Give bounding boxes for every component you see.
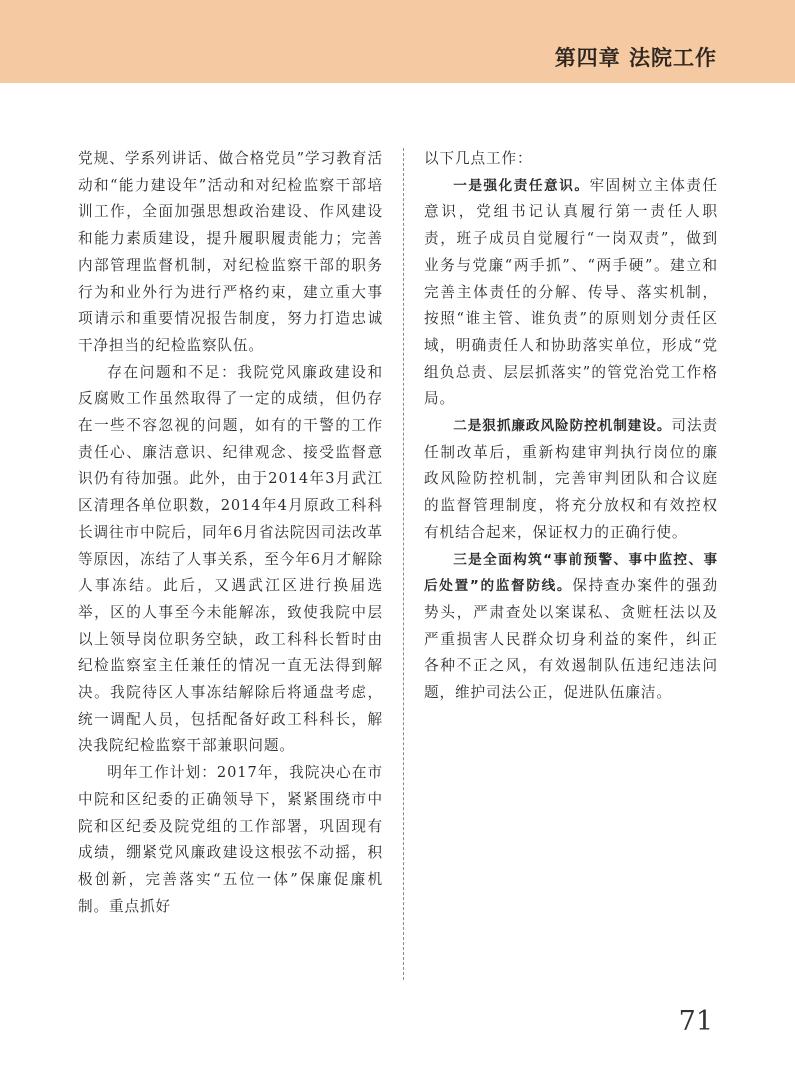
left-paragraph-3: 明年工作计划：2017年，我院决心在市中院和区纪委的正确领导下，紧紧围绕市中院和区纪委及院党组的工作部署，巩固现有成绩，绷紧党风廉政建设这根弦不动摇，积极创新，完善落实“五位一体”保廉促廉机制。重点抓好 (78, 764, 383, 915)
point-3-heading: 三是全面构筑“事前预警、事中监控、事后处置”的监督防线。 (424, 551, 718, 595)
left-paragraph-2: 存在问题和不足：我院党风廉政建设和反腐败工作虽然取得了一定的成绩，但仍存在一些不容忽视的问题，如有的干警的工作责任心、廉洁意识、纪律观念、接受监督意识仍有待加强。此外，由于2014年3月武江区清理各单位职数，2014年4月原政工科科长调往市中院后，同年6月省法院因司法改革等原因，冻结了人事关系，至今年6月才解除人事冻结。此后，又遇武江区进行换届选举，区的人事至今未能解冻，致使我院中层以上领导岗位职务空缺，政工科科长暂时由纪检监察室主任兼任的情况一直无法得到解决。我院待区人事冻结解除后将通盘考虑，统一调配人员，包括配备好政工科科长，解决我院纪检监察干部兼职问题。 (78, 363, 383, 755)
point-1-body: 牢固树立主体责任意识，党组书记认真履行第一责任人职责，班子成员自觉履行“一岗双责”，做到业务与党廉“两手抓”、“两手硬”。建立和完善主体责任的分解、传导、落实机制，按照“谁主管、谁负责”的原则划分责任区域，明确责任人和协助落实单位，形成“党组负总责、层层抓落实”的管党治党工作格局。 (424, 176, 718, 408)
left-paragraph-1: 党规、学系列讲话、做合格党员”学习教育活动和“能力建设年”活动和对纪检监察干部培训工作，全面加强思想政治建设、作风建设和能力素质建设，提升履职履责能力；完善内部管理监督机制，对纪检监察干部的职务行为和业外行为进行严格约束，建立重大事项请示和重要情况报告制度，努力打造忠诚干净担当的纪检监察队伍。 (78, 150, 383, 354)
column-divider (403, 148, 404, 980)
left-column (78, 146, 383, 920)
point-2-heading: 二是狠抓廉政风险防控机制建设。 (453, 418, 672, 435)
right-paragraph-intro: 以下几点工作： (424, 150, 533, 167)
page-number: 71 (678, 1006, 713, 1037)
right-paragraph-1 (424, 173, 718, 413)
right-column (424, 146, 718, 707)
right-paragraph-2 (424, 413, 718, 547)
point-2-body: 司法责任制改革后，重新构建审判执行岗位的廉政风险防控机制，完善审判团队和合议庭的监督管理制度，将充分放权和有效控权有机结合起来，保证权力的正确行使。 (424, 417, 718, 541)
point-1-heading: 一是强化责任意识。 (453, 177, 590, 194)
point-3-body: 保持查办案件的强劲势头，严肃查处以案谋私、贪赃枉法以及严重损害人民群众切身利益的案件，纠正各种不正之风，有效遏制队伍违纪违法问题，维护司法公正，促进队伍廉洁。 (424, 577, 718, 702)
chapter-title: 第四章 法院工作 (554, 46, 717, 70)
right-paragraph-3 (424, 547, 718, 707)
